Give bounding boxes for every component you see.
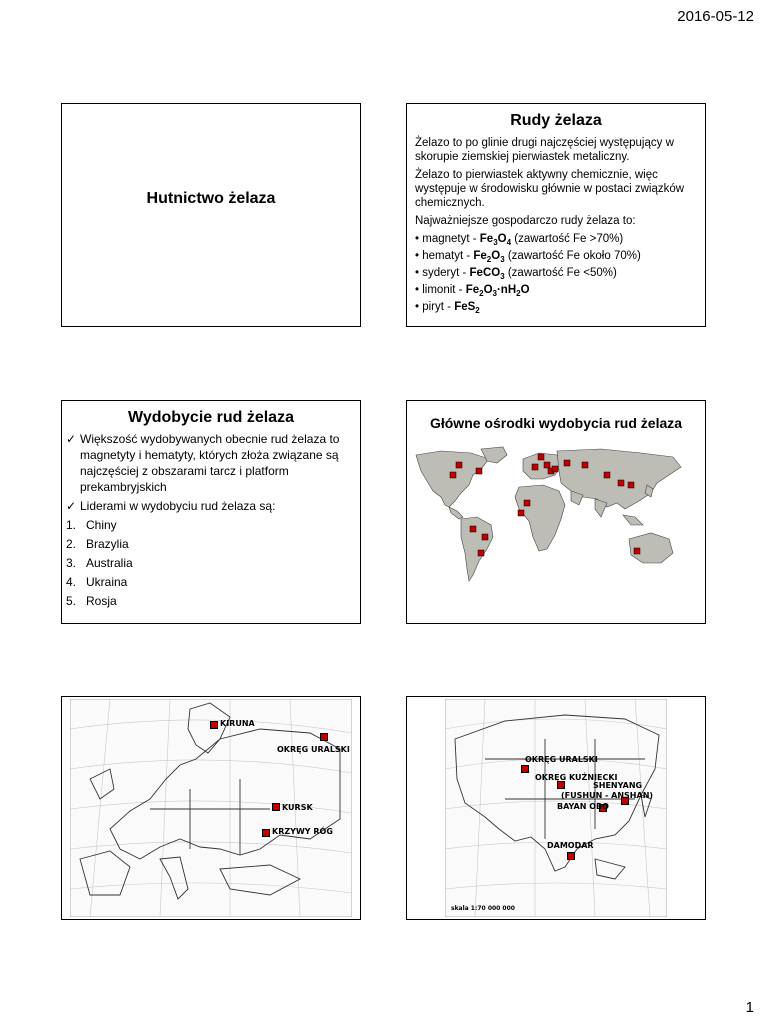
mine-marker: [456, 462, 462, 468]
checkmark-icon: ✓: [66, 499, 77, 513]
mine-marker: [272, 803, 280, 811]
ore-item: • hematyt - $Fe_2O_3$ (zawartość Fe około 70%): [415, 250, 641, 264]
mine-marker: [538, 454, 544, 460]
map-label-damodar: DAMODAR: [547, 841, 594, 850]
checkmark-icon: ✓: [66, 432, 77, 446]
slide2-para3: Najważniejsze gospodarczo rudy żelaza to:: [415, 215, 636, 227]
slide-iron-ores: [406, 103, 706, 327]
mine-marker: [618, 480, 624, 486]
map-label-kuzniecki: OKRĘG KUŹNIECKI: [535, 773, 618, 782]
map-label-fushun: (FUSHUN - ANSHAN): [561, 791, 654, 800]
slide1-title: Hutnictwo żelaza: [146, 190, 276, 207]
mine-marker: [210, 721, 218, 729]
list-item: 2. Brazylia: [66, 537, 129, 551]
slide2-para1: Żelazo to po glinie drugi najczęściej występujący w skorupie ziemskiej pierwiastek metaliczny.: [415, 137, 674, 163]
ore-item: • syderyt - FeCO$_3$ (zawartość Fe <50%): [415, 267, 617, 281]
map-label-ural: OKRĘG URALSKI: [525, 755, 598, 764]
map-scale: skala 1:70 000 000: [451, 905, 515, 912]
map-label-bayan-obo: BAYAN OBO: [557, 802, 609, 811]
mine-marker: [557, 781, 565, 789]
ore-item: • magnetyt - $Fe_3O_4$ (zawartość Fe >70%): [415, 233, 624, 247]
mine-marker: [567, 852, 575, 860]
map-label-ural: OKRĘG URALSKI: [277, 745, 350, 754]
slide-world-map: [406, 400, 706, 624]
mine-marker: [476, 468, 482, 474]
ore-item: • piryt - FeS$_2$: [415, 301, 480, 315]
slide2-para2: Żelazo to pierwiastek aktywny chemicznie, więc występuje w środowisku głównie w postaci związków chemicznych.: [415, 169, 685, 209]
slide2-title: Rudy żelaza: [510, 112, 602, 129]
mine-marker: [552, 466, 558, 472]
list-item: 1. Chiny: [66, 518, 117, 532]
list-item: 5. Rosja: [66, 594, 117, 608]
slide-title: [61, 103, 361, 327]
check-point: ✓ Większość wydobywanych obecnie rud żelaza to magnetyty i hematyty, których złoża związane są najczęściej z obszarami tarcz i platform prekambryjskich: [66, 432, 340, 494]
print-date: 2016-05-12: [677, 8, 754, 25]
map-label-kursk: KURSK: [282, 803, 313, 812]
mine-marker: [518, 510, 524, 516]
mine-marker: [320, 733, 328, 741]
slide-europe-map: [61, 696, 361, 920]
slide-mining: [61, 400, 361, 624]
page-number: 1: [745, 999, 754, 1016]
mine-marker: [470, 526, 476, 532]
world-map: [411, 445, 701, 595]
asia-map: [445, 699, 667, 917]
slide3-title: Wydobycie rud żelaza: [128, 409, 294, 426]
list-item: 4. Ukraina: [66, 575, 128, 589]
mine-marker: [478, 550, 484, 556]
ore-item: • limonit - $Fe_2O_3\cdot nH_2O$: [415, 284, 530, 298]
map-label-shenyang: SHENYANG: [593, 781, 643, 790]
mine-marker: [521, 765, 529, 773]
map-label-krzywy-rog: KRZYWY RÓG: [272, 827, 333, 836]
mine-marker: [532, 464, 538, 470]
list-item: 3. Australia: [66, 556, 133, 570]
mine-marker: [544, 462, 550, 468]
map-label-kiruna: KIRUNA: [220, 719, 255, 728]
mine-marker: [634, 548, 640, 554]
mine-marker: [524, 500, 530, 506]
check-point: ✓ Liderami w wydobyciu rud żelaza są:: [66, 499, 276, 513]
mine-marker: [628, 482, 634, 488]
mine-marker: [564, 460, 570, 466]
mine-marker: [482, 534, 488, 540]
mine-marker: [450, 472, 456, 478]
mine-marker: [262, 829, 270, 837]
mine-marker: [582, 462, 588, 468]
mine-marker: [604, 472, 610, 478]
slide-asia-map: [406, 696, 706, 920]
slide4-title: Główne ośrodki wydobycia rud żelaza: [429, 415, 683, 431]
